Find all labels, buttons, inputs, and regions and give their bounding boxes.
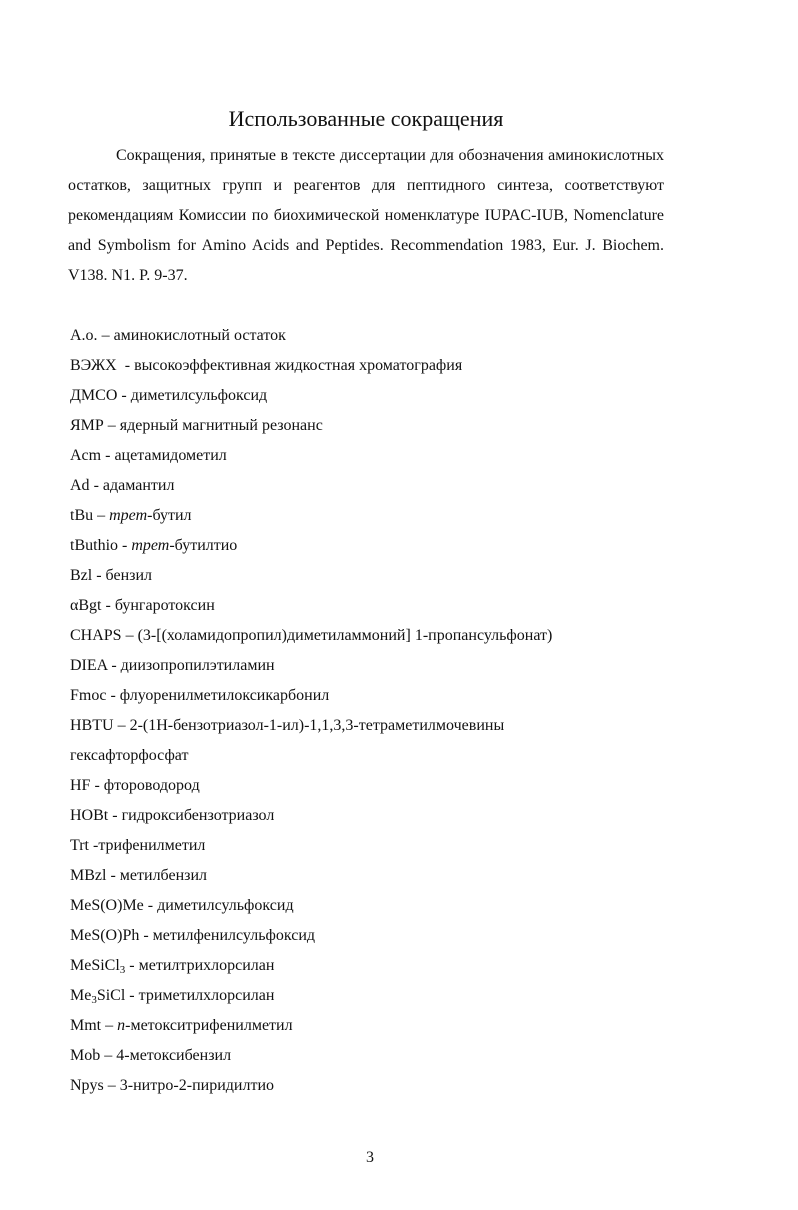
abbreviation-separator: - [117, 387, 131, 404]
abbreviation-separator: - [101, 597, 115, 614]
abbreviation-term: Fmoc [70, 687, 107, 704]
abbreviation-list [70, 321, 710, 1101]
abbreviation-item [70, 321, 710, 351]
abbreviation-item [70, 771, 710, 801]
abbreviation-definition: диметилсульфоксид [130, 387, 268, 404]
abbreviation-term: ВЭЖХ [70, 357, 117, 374]
abbreviation-definition: флуоренилметилоксикарбонил [119, 687, 330, 704]
abbreviation-definition: 4-метоксибензил [116, 1047, 232, 1064]
abbreviation-term-subscript: 3 [119, 964, 126, 976]
abbreviation-definition: -бутил [147, 507, 192, 524]
abbreviation-item [70, 711, 710, 741]
abbreviation-separator: - [125, 987, 139, 1004]
abbreviation-term: Me [70, 987, 92, 1004]
abbreviation-term: MeSiCl [70, 957, 120, 974]
abbreviation-item [70, 1011, 710, 1041]
abbreviation-separator: – [103, 417, 120, 434]
abbreviation-separator: – [103, 1077, 120, 1094]
abbreviation-separator: – [93, 507, 110, 524]
abbreviation-item [70, 981, 710, 1011]
abbreviation-term: Trt [70, 837, 89, 854]
abbreviation-term: Acm [70, 447, 102, 464]
abbreviation-separator: – [113, 717, 130, 734]
abbreviation-term: Bzl [70, 567, 93, 584]
abbreviation-separator: - [89, 477, 103, 494]
abbreviation-item [70, 921, 710, 951]
intro-paragraph [68, 141, 664, 291]
abbreviation-separator: - [116, 357, 135, 374]
abbreviation-item [70, 501, 710, 531]
definition-italic: трет [109, 507, 148, 524]
abbreviation-term: А.о. [70, 327, 98, 344]
abbreviation-term: MeS(O)Me [70, 897, 144, 914]
abbreviation-definition: -метокситрифенилметил [125, 1017, 293, 1034]
abbreviation-definition: фтороводород [103, 777, 200, 794]
abbreviation-term: ДМСО [70, 387, 118, 404]
abbreviation-term: CHAPS [70, 627, 122, 644]
page-number: 3 [366, 1149, 374, 1166]
abbreviation-definition: адамантил [102, 477, 175, 494]
abbreviation-definition: диметилсульфоксид [157, 897, 294, 914]
abbreviation-term: tButhio [70, 537, 119, 554]
abbreviation-definition: -бутилтио [169, 537, 238, 554]
abbreviation-definition: бунгаротоксин [114, 597, 215, 614]
abbreviation-term: HBTU [70, 717, 114, 734]
abbreviation-definition: диизопропилэтиламин [120, 657, 275, 674]
abbreviation-separator: – [100, 1047, 117, 1064]
abbreviation-separator: - [88, 837, 99, 854]
abbreviation-item [70, 741, 710, 771]
abbreviation-separator: – [101, 1017, 118, 1034]
abbreviation-item [70, 591, 710, 621]
abbreviation-item [70, 411, 710, 441]
abbreviation-term: HF [70, 777, 91, 794]
abbreviation-separator: - [92, 567, 106, 584]
abbreviation-item [70, 861, 710, 891]
abbreviation-definition: метилбензил [119, 867, 208, 884]
abbreviation-term: DIEA [70, 657, 108, 674]
abbreviation-separator: - [107, 657, 121, 674]
abbreviation-item [70, 651, 710, 681]
abbreviation-separator: – [97, 327, 114, 344]
definition-italic: n [117, 1017, 126, 1034]
abbreviation-term-subscript: 3 [91, 994, 97, 1006]
abbreviation-separator: - [118, 537, 132, 554]
abbreviation-separator: - [139, 927, 153, 944]
abbreviation-definition: гексафторфосфат [70, 747, 189, 764]
abbreviation-definition: аминокислотный остаток [113, 327, 286, 344]
abbreviation-definition: гидроксибензотриазол [121, 807, 275, 824]
abbreviation-definition: высокоэффективная жидкостная хроматография [134, 357, 463, 374]
abbreviation-definition: ядерный магнитный резонанс [119, 417, 323, 434]
abbreviation-definition: трифенилметил [98, 837, 206, 854]
abbreviation-separator: – [121, 627, 138, 644]
abbreviation-separator: - [90, 777, 104, 794]
abbreviation-term-suffix: SiCl [96, 987, 126, 1004]
abbreviation-term: αBgt [70, 597, 102, 614]
abbreviation-item [70, 891, 710, 921]
abbreviation-item [70, 441, 710, 471]
intro-text: Сокращения, принятые в тексте диссертации для обозначения аминокислотных остатков, защитных групп и реагентов для пептидного синтеза, соответствуют рекомендациям Комиссии по биохимической номенклатуре IUPAC-IUB, Nomenclature and Symbolism for Amino Acids and Peptides. Recommendation 1983, Eur. J. Biochem. V138. N1. P. 9-37. [68, 147, 664, 284]
abbreviation-definition: (3-[(холамидопропил)диметиламмоний] 1-пропансульфонат) [137, 627, 553, 644]
abbreviation-term: MBzl [70, 867, 107, 884]
abbreviation-separator: - [143, 897, 158, 914]
abbreviation-item [70, 681, 710, 711]
definition-italic: трет [131, 537, 170, 554]
abbreviation-definition: ацетамидометил [114, 447, 227, 464]
abbreviation-term: MeS(O)Ph [70, 927, 140, 944]
abbreviation-separator: - [106, 687, 120, 704]
abbreviation-separator: - [106, 867, 120, 884]
abbreviation-item [70, 831, 710, 861]
abbreviation-definition: бензил [105, 567, 153, 584]
abbreviation-item [70, 801, 710, 831]
abbreviation-definition: триметилхлорсилан [138, 987, 275, 1004]
abbreviation-item [70, 351, 710, 381]
abbreviation-definition: 3-нитро-2-пиридилтио [119, 1077, 275, 1094]
abbreviation-item [70, 561, 710, 591]
abbreviation-term: ЯМР [70, 417, 104, 434]
abbreviation-separator: - [125, 957, 139, 974]
abbreviation-item [70, 1041, 710, 1071]
abbreviation-term: Npys [70, 1077, 104, 1094]
abbreviation-separator: - [101, 447, 115, 464]
abbreviation-definition: метилфенилсульфоксид [152, 927, 316, 944]
abbreviation-item [70, 951, 710, 981]
abbreviation-item [70, 531, 710, 561]
abbreviation-definition: 2-(1Н-бензотриазол-1-ил)-1,1,3,3-тетраметилмочевины [129, 717, 505, 734]
page-title: Использованные сокращения [228, 106, 504, 131]
abbreviation-item [70, 471, 710, 501]
abbreviation-term: Mmt [70, 1017, 102, 1034]
abbreviation-term: HOBt [70, 807, 109, 824]
abbreviation-item [70, 621, 710, 651]
abbreviation-separator: - [108, 807, 122, 824]
abbreviation-term: Ad [70, 477, 90, 494]
abbreviation-term: tBu [70, 507, 94, 524]
abbreviation-item [70, 1071, 710, 1101]
abbreviation-item [70, 381, 710, 411]
abbreviation-term: Mob [70, 1047, 101, 1064]
abbreviation-definition: метилтрихлорсилан [138, 957, 275, 974]
